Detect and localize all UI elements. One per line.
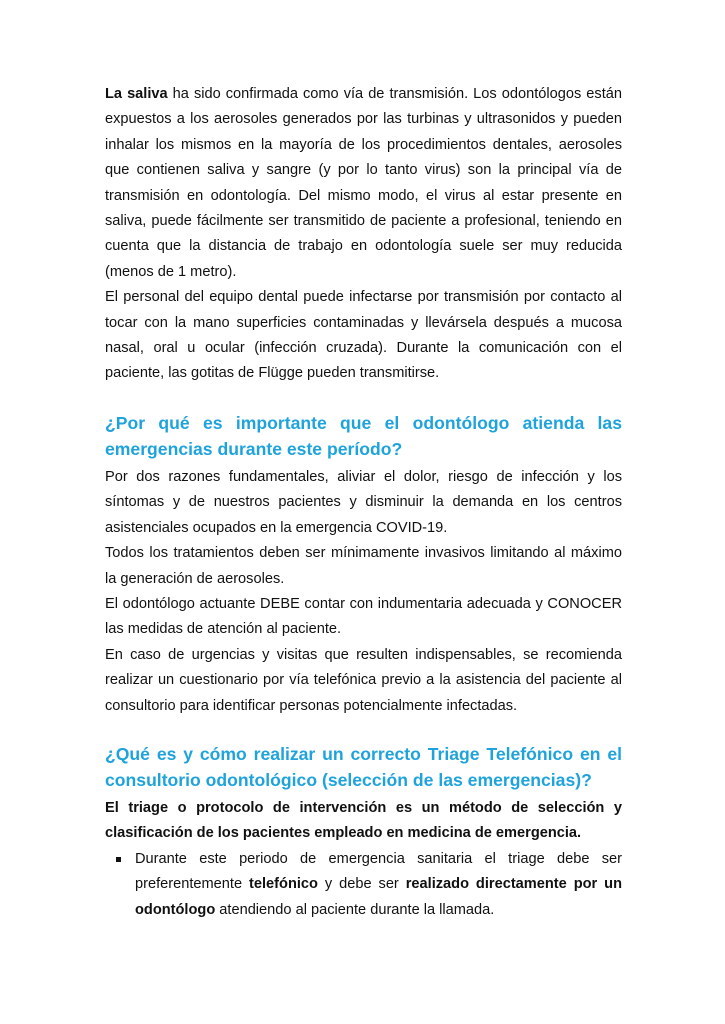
section-heading-triage: ¿Qué es y cómo realizar un correcto Triage Telefónico en el consultorio odontológico (selección de las emergencias)? [105,743,622,790]
bullet-text [135,847,622,923]
triage-bullet-list [105,847,622,923]
section-heading-importance: ¿Por qué es importante que el odontólogo atienda las emergencias durante este período? [105,412,622,459]
bullet-text-part: y debe ser [317,876,406,893]
bullet-bold-odontologo: realizado directamente por un odontólogo [135,876,622,918]
list-item [105,847,622,923]
section1-paragraph-equipment: El odontólogo actuante DEBE contar con indumentaria adecuada y CONOCER las medidas de atención al paciente. [105,595,622,638]
bullet-text-part: Durante este periodo de emergencia sanitaria el triage debe ser preferentemente [135,850,622,893]
bullet-text-part: atendiendo al paciente durante la llamada. [215,901,495,918]
square-bullet-icon [116,857,121,862]
bullet-bold-telefonico: telefónico [249,876,318,893]
section1-paragraph-treatments: Todos los tratamientos deben ser mínimamente invasivos limitando al máximo la generación de aerosoles. [105,545,622,587]
section1-paragraph-questionnaire: En caso de urgencias y visitas que resulten indispensables, se recomienda realizar un cuestionario por vía telefónica previo a la asistencia del paciente al consultorio para identificar personas potencialmente infectadas. [105,646,622,714]
saliva-bold-term: La saliva [105,86,168,102]
document-page [105,82,622,923]
intro-paragraph-text: ha sido confirmada como vía de transmisión. Los odontólogos están expuestos a los aerosoles generados por las turbinas y ultrasonidos y pueden inhalar los mismos en la mayoría de los procedimientos dentales, aerosoles que contienen saliva y sangre (y por lo tanto virus) son la principal vía de transmisión en odontología. Del mismo modo, el virus al estar presente en saliva, puede fácilmente ser transmitido de paciente a profesional, teniendo en cuenta que la distancia de trabajo en odontología suele ser muy reducida (menos de 1 metro). [105,86,622,280]
section1-paragraph-reasons: Por dos razones fundamentales, aliviar el dolor, riesgo de infección y los síntomas y de nuestros pacientes y disminuir la demanda en los centros asistenciales ocupados en la emergencia COVID-19. [105,468,622,536]
intro-paragraph-contact: El personal del equipo dental puede infectarse por transmisión por contacto al tocar con la mano superficies contaminadas y llevársela después a mucosa nasal, oral u ocular (infección cruzada). Durante la comunicación con el paciente, las gotitas de Flügge pueden transmitirse. [105,289,622,382]
triage-definition: El triage o protocolo de intervención es un método de selección y clasificación de los pacientes empleado en medicina de emergencia. [105,799,622,842]
intro-paragraph-saliva [105,82,622,285]
